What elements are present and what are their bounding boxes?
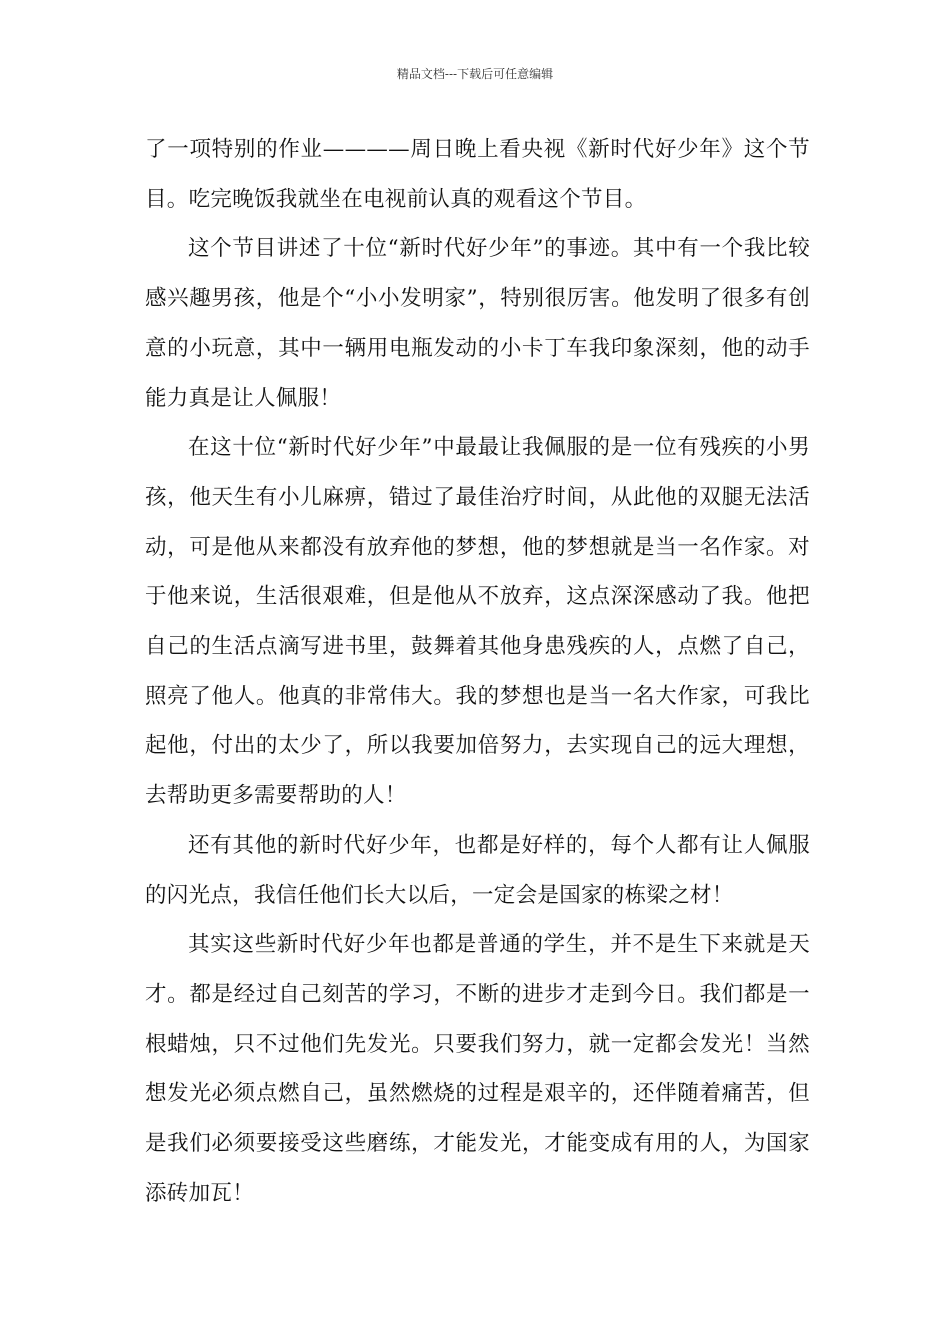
paragraph: 还有其他的新时代好少年，也都是好样的，每个人都有让人佩服的闪光点，我信任他们长大以后，一定会是国家的栋梁之材！	[145, 832, 810, 908]
document-body	[145, 125, 810, 1218]
paragraph: 其实这些新时代好少年也都是普通的学生，并不是生下来就是天才。都是经过自己刻苦的学习，不断的进步才走到今日。我们都是一根蜡烛，只不过他们先发光。只要我们努力，就一定都会发光！当然想发光必须点燃自己，虽然燃烧的过程是艰辛的，还伴随着痛苦，但是我们必须要接受这些磨练，才能发光，才能变成有用的人，为国家添砖加瓦！	[145, 932, 810, 1206]
paragraph: 在这十位“新时代好少年”中最最让我佩服的是一位有残疾的小男孩，他天生有小儿麻痹，错过了最佳治疗时间，从此他的双腿无法活动，可是他从来都没有放弃他的梦想，他的梦想就是当一名作家。对于他来说，生活很艰难，但是他从不放弃，这点深深感动了我。他把自己的生活点滴写进书里，鼓舞着其他身患残疾的人，点燃了自己，照亮了他人。他真的非常伟大。我的梦想也是当一名大作家，可我比起他，付出的太少了，所以我要加倍努力，去实现自己的远大理想，去帮助更多需要帮助的人！	[145, 435, 810, 809]
page-header: 精品文档---下载后可任意编辑	[396, 67, 554, 81]
paragraph: 这个节目讲述了十位“新时代好少年”的事迹。其中有一个我比较感兴趣男孩，他是个“小小发明家”，特别很厉害。他发明了很多有创意的小玩意，其中一辆用电瓶发动的小卡丁车我印象深刻，他的动手能力真是让人佩服！	[145, 236, 810, 411]
paragraph-continuation: 了一项特别的作业————周日晚上看央视《新时代好少年》这个节目。吃完晚饭我就坐在电视前认真的观看这个节目。	[145, 137, 810, 212]
